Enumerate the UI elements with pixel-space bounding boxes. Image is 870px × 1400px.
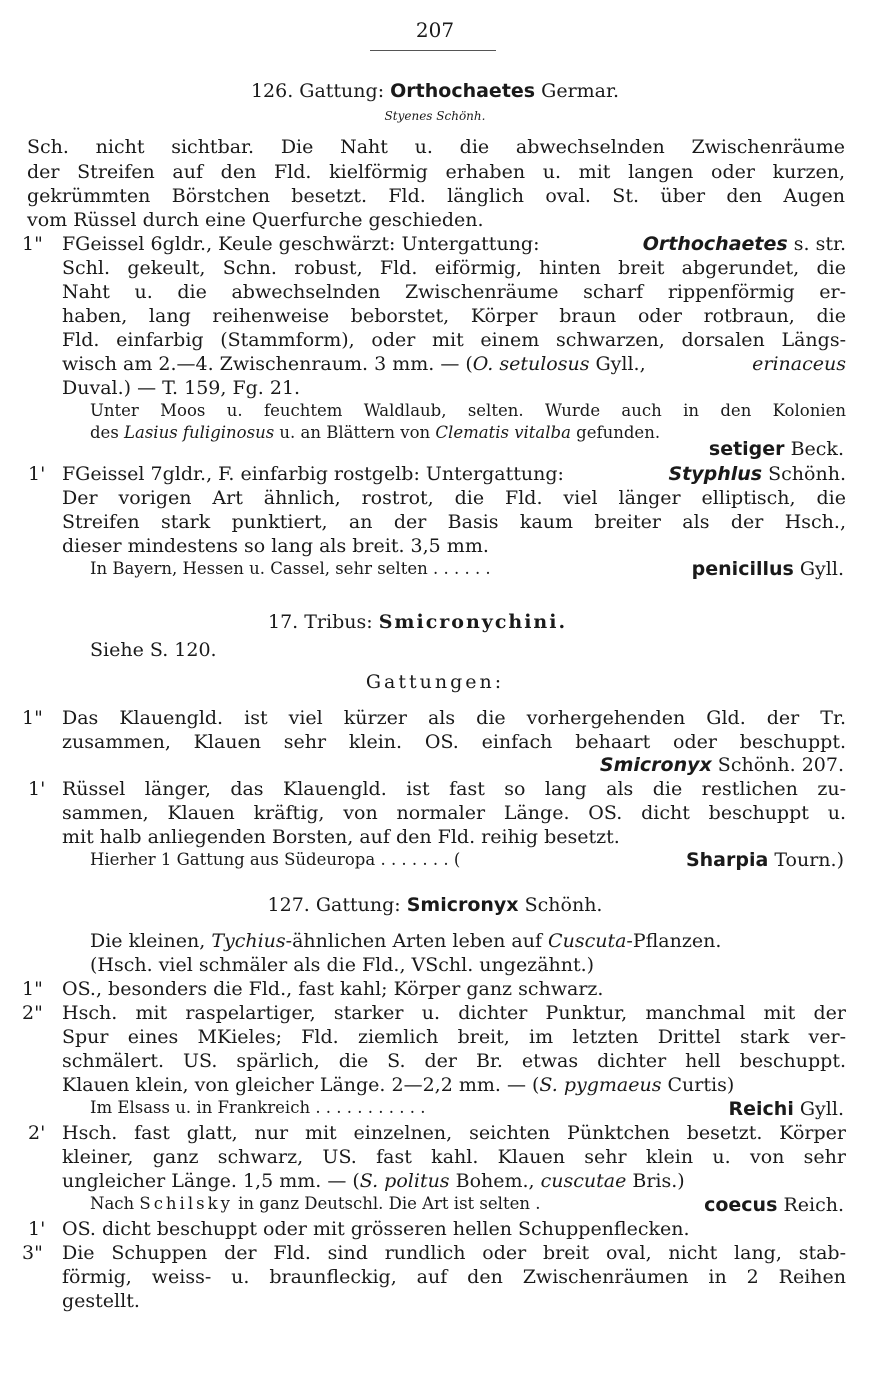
key-text: FGeissel 6gldr., Keule geschwärzt: Untergattung: — [62, 233, 540, 255]
tribus-key-b-line-2: sammen, Klauen kräftig, von normaler Länge. OS. dicht beschuppt u. — [62, 802, 846, 824]
genus-126-desc-line-2: der Streifen auf den Fld. kielförmig erhaben u. mit langen oder kurzen, — [27, 161, 845, 183]
genus-name: Tychius — [211, 930, 286, 952]
smicronyx-key-2-note: Im Elsass u. in Frankreich . . . . . . . . . . . — [90, 1098, 426, 1117]
smicronyx-key-3-line-1: Hsch. fast glatt, nur mit einzelnen, seichten Pünktchen besetzt. Körper — [62, 1122, 846, 1144]
species-penicillus — [692, 557, 844, 581]
smicronyx-key-2-line-2: Spur eines MKieles; Fld. ziemlich breit, im letzten Drittel stark ver- — [62, 1026, 846, 1048]
smicronyx-key-5-line-3: gestellt. — [62, 1290, 140, 1312]
tribus-key-a-line-1: Das Klauengld. ist viel kürzer als die vorhergehenden Gld. der Tr. — [62, 707, 846, 729]
tribus-heading — [268, 610, 567, 634]
genus-name: Smicronyx — [599, 754, 712, 776]
species-setiger — [709, 437, 844, 461]
author-page: Schönh. 207. — [711, 754, 844, 776]
text: wisch am 2.—4. Zwischenraum. 3 mm. — ( — [62, 353, 473, 375]
key-2-line-4: dieser mindestens so lang als breit. 3,5 mm. — [62, 535, 489, 557]
author-spaced: Schilsky — [139, 1194, 233, 1213]
key-1-line-4: haben, lang reihenweise beborstet, Körper braun oder rotbraun, die — [62, 305, 846, 327]
genus-126-desc-line-4: vom Rüssel durch eine Querfurche geschieden. — [27, 209, 484, 231]
smicronyx-key-3-line-3 — [62, 1169, 685, 1193]
genus-name: Sharpia — [685, 849, 769, 871]
text: gefunden. — [570, 423, 661, 442]
tribus-key-b-line-3: mit halb anliegenden Borsten, auf den Fld. reihig besetzt. — [62, 826, 620, 848]
author: Gyll. — [793, 1098, 844, 1120]
tribus-crossref: Siehe S. 120. — [90, 639, 217, 661]
genus-127-intro-1 — [90, 929, 721, 953]
species-name: S. politus — [359, 1170, 450, 1192]
smicronyx-key-5-line-2: förmig, weiss- u. braunfleckig, auf den Zwischenräumen in 2 Reihen — [62, 1266, 846, 1288]
plant-name: Cuscuta — [548, 930, 627, 952]
subgenus-name: Styphlus — [668, 463, 763, 485]
text: Die kleinen, — [90, 930, 212, 952]
text: in ganz Deutschl. Die Art ist selten . — [232, 1194, 541, 1213]
text: ungleicher Länge. 1,5 mm. — ( — [62, 1170, 360, 1192]
page-number: 207 — [415, 18, 455, 42]
author: Beck. — [784, 438, 844, 460]
author: Gyll. — [793, 558, 844, 580]
smicronyx-key-5-line-1: Die Schuppen der Fld. sind rundlich oder breit oval, nicht lang, stab- — [62, 1242, 846, 1264]
tribus-key-b-note: Hierher 1 Gattung aus Südeuropa . . . . . . . ( — [90, 850, 461, 869]
key-2-heading — [62, 462, 846, 486]
tribus-key-a-line-2: zusammen, Klauen sehr klein. OS. einfach behaart oder beschuppt. — [62, 731, 846, 753]
key-mark: 1" — [22, 233, 43, 255]
author: Reich. — [777, 1194, 844, 1216]
smicronyx-key-2-line-1: Hsch. mit raspelartiger, starker u. dichter Punktur, manchmal mit der — [62, 1002, 846, 1024]
genus-smicronyx-ref — [600, 753, 844, 777]
key-mark: 2' — [28, 1122, 46, 1144]
key-1-line-6 — [62, 352, 846, 376]
text: u. an Blättern von — [274, 423, 436, 442]
key-mark: 3" — [22, 1242, 43, 1264]
author: Bris.) — [626, 1170, 685, 1192]
genus-126-desc-line-3: gekrümmten Börstchen besetzt. Fld. länglich oval. St. über den Augen — [27, 185, 845, 207]
genus-127-heading — [0, 893, 870, 917]
key-mark: 1' — [28, 463, 46, 485]
species-name: Lasius fuliginosus — [124, 423, 275, 442]
species-coecus — [704, 1193, 844, 1217]
heading-author: Schönh. — [518, 894, 603, 916]
species-name: Clematis vitalba — [435, 423, 571, 442]
key-1-note-1: Unter Moos u. feuchtem Waldlaub, selten. Wurde auch in den Kolonien — [90, 401, 846, 420]
key-text: FGeissel 7gldr., F. einfarbig rostgelb: Untergattung: — [62, 463, 564, 485]
text: Klauen klein, von gleicher Länge. 2—2,2 mm. — ( — [62, 1074, 540, 1096]
author: Tourn.) — [768, 849, 844, 871]
text: des — [90, 423, 125, 442]
text: -Pflanzen. — [626, 930, 722, 952]
key-1-heading — [62, 232, 846, 256]
author: Gyll., — [589, 353, 646, 375]
species-name: erinaceus — [752, 353, 846, 375]
author: Schönh. — [762, 463, 846, 485]
subgenus-suffix: s. str. — [787, 233, 846, 255]
key-mark: 1' — [28, 778, 46, 800]
species-name: cuscutae — [540, 1170, 627, 1192]
heading-author: Germar. — [535, 80, 620, 102]
header-rule — [370, 50, 496, 51]
key-2-line-3: Streifen stark punktiert, an der Basis kaum breiter als der Hsch., — [62, 511, 846, 533]
genus-name: Smicronyx — [406, 894, 519, 916]
genus-126-synonym: Styenes Schönh. — [384, 109, 486, 123]
gattungen-heading: Gattungen: — [365, 671, 505, 693]
species-name: penicillus — [691, 558, 794, 580]
smicronyx-key-3-line-2: kleiner, ganz schwarz, US. fast kahl. Klauen sehr klein u. von sehr — [62, 1146, 846, 1168]
species-name: O. setulosus — [472, 353, 590, 375]
key-mark: 1" — [22, 978, 43, 1000]
heading-prefix: 126. Gattung: — [250, 80, 391, 102]
species-name: coecus — [704, 1194, 778, 1216]
subgenus-name: Orthochaetes — [642, 233, 788, 255]
text: -ähnlichen Arten leben auf — [285, 930, 549, 952]
genus-126-desc-line-1: Sch. nicht sichtbar. Die Naht u. die abwechselnden Zwischenräume — [27, 136, 845, 158]
smicronyx-key-3-note — [90, 1192, 540, 1216]
key-mark: 1' — [28, 1218, 46, 1240]
heading-prefix: 17. Tribus: — [268, 611, 379, 633]
species-name: Reichi — [728, 1098, 794, 1120]
author: Bohem., — [449, 1170, 541, 1192]
key-mark: 1" — [22, 707, 43, 729]
tribus-name: Smicronychini. — [378, 611, 568, 633]
tribus-key-b-line-1: Rüssel länger, das Klauengld. ist fast so lang als die restlichen zu- — [62, 778, 846, 800]
key-1-line-7: Duval.) — T. 159, Fg. 21. — [62, 377, 301, 399]
species-name: S. pygmaeus — [539, 1074, 662, 1096]
genus-127-intro-2: (Hsch. viel schmäler als die Fld., VSchl. ungezähnt.) — [90, 954, 595, 976]
key-1-note-2 — [90, 421, 660, 445]
key-1-line-5: Fld. einfarbig (Stammform), oder mit einem schwarzen, dorsalen Längs- — [62, 329, 846, 351]
genus-name: Orthochaetes — [390, 80, 536, 102]
text: Nach — [90, 1194, 140, 1213]
key-1-line-2: Schl. gekeult, Schn. robust, Fld. eiförmig, hinten breit abgerundet, die — [62, 257, 846, 279]
smicronyx-key-2-line-4 — [62, 1073, 846, 1097]
key-1-line-3: Naht u. die abwechselnden Zwischenräume scharf rippenförmig er- — [62, 281, 846, 303]
species-name: setiger — [708, 438, 785, 460]
heading-prefix: 127. Gattung: — [267, 894, 407, 916]
genus-sharpia — [686, 848, 844, 872]
smicronyx-key-4: OS. dicht beschuppt oder mit grösseren hellen Schuppenflecken. — [62, 1218, 690, 1240]
key-mark: 2" — [22, 1002, 43, 1024]
smicronyx-key-1: OS., besonders die Fld., fast kahl; Körper ganz schwarz. — [62, 978, 604, 1000]
author: Curtis) — [661, 1074, 735, 1096]
key-2-line-2: Der vorigen Art ähnlich, rostrot, die Fld. viel länger elliptisch, die — [62, 487, 846, 509]
genus-126-heading — [0, 79, 870, 103]
smicronyx-key-2-line-3: schmälert. US. spärlich, die S. der Br. etwas dichter hell beschuppt. — [62, 1050, 846, 1072]
species-reichi — [729, 1097, 845, 1121]
key-2-note: In Bayern, Hessen u. Cassel, sehr selten . . . . . . — [90, 559, 491, 578]
